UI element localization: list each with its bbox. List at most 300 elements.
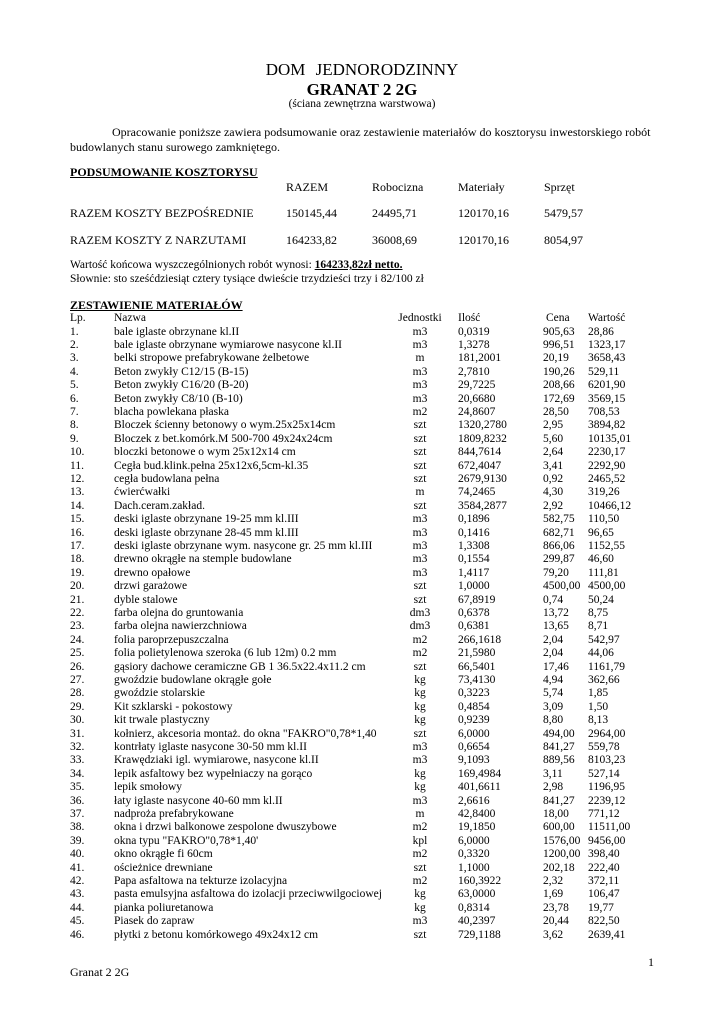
row-name: kontrłaty iglaste nasycone 30-50 mm kl.II <box>114 740 307 753</box>
row-lp: 5. <box>70 379 79 392</box>
table-row <box>0 460 724 473</box>
document-subtitle: (ściana zewnętrzna warstwowa) <box>288 98 436 110</box>
row-qty: 1320,2780 <box>458 419 507 432</box>
row-value: 771,12 <box>588 807 620 820</box>
row-lp: 27. <box>70 673 85 686</box>
row-price: 3,11 <box>543 767 563 780</box>
row-value: 3658,43 <box>588 352 626 365</box>
summary-col-sprzet: Sprzęt <box>544 180 575 194</box>
row-name: gwoździe budowlane okrągłe gołe <box>114 673 272 686</box>
row-value: 96,65 <box>588 526 614 539</box>
row-name: ćwierćwałki <box>114 486 171 499</box>
row-name: Cegła bud.klink.pełna 25x12x6,5cm-kl.35 <box>114 459 309 472</box>
row-value: 8103,23 <box>588 754 626 767</box>
row-unit: kg <box>414 714 426 727</box>
row-qty: 1809,8232 <box>458 432 507 445</box>
row-price: 8,80 <box>543 714 564 727</box>
row-price: 682,71 <box>543 526 575 539</box>
materials-heading: ZESTAWIENIE MATERIAŁÓW <box>70 298 243 312</box>
table-row <box>0 808 724 821</box>
row-unit: m3 <box>412 740 428 753</box>
row-unit: kg <box>414 673 426 686</box>
row-name: drewno opałowe <box>114 566 191 579</box>
row-value: 2964,00 <box>588 727 626 740</box>
row-name: pasta emulsyjna asfaltowa do izolacji przeciwwilgociowej <box>114 888 382 901</box>
table-row <box>0 527 724 540</box>
summary-col-materialy: Materiały <box>458 180 505 194</box>
row-qty: 401,6611 <box>458 781 501 794</box>
row-qty: 1,1000 <box>458 861 490 874</box>
row-lp: 2. <box>70 338 79 351</box>
table-row <box>0 768 724 781</box>
table-row <box>0 486 724 499</box>
row-lp: 32. <box>70 740 85 753</box>
row-value: 542,97 <box>588 633 620 646</box>
row-lp: 9. <box>70 432 79 445</box>
table-row <box>0 620 724 633</box>
table-row <box>0 875 724 888</box>
row-price: 190,26 <box>543 365 575 378</box>
final-value-line: Wartość końcowa wyszczególnionych robót wynosi: 164233,82zł netto. <box>70 259 403 271</box>
row-value: 2230,17 <box>588 446 626 459</box>
table-row <box>0 835 724 848</box>
row-qty: 0,8314 <box>458 901 490 914</box>
row-lp: 15. <box>70 513 85 526</box>
row-qty: 67,8919 <box>458 593 496 606</box>
row-unit: m3 <box>412 915 428 928</box>
row-price: 23,78 <box>543 901 569 914</box>
row-lp: 30. <box>70 714 85 727</box>
row-qty: 169,4984 <box>458 767 502 780</box>
row-lp: 7. <box>70 405 79 418</box>
row-qty: 74,2465 <box>458 486 496 499</box>
row-price: 2,98 <box>543 781 564 794</box>
row-qty: 6,0000 <box>458 727 490 740</box>
row-unit: szt <box>413 580 427 593</box>
row-qty: 2,6616 <box>458 794 490 807</box>
row-name: folia paroprzepuszczalna <box>114 633 229 646</box>
row-price: 3,62 <box>543 928 564 941</box>
row-price: 2,04 <box>543 633 564 646</box>
table-row <box>0 500 724 513</box>
row-lp: 6. <box>70 392 79 405</box>
summary-row-materialy: 120170,16 <box>458 233 509 247</box>
table-row <box>0 795 724 808</box>
row-price: 600,00 <box>543 821 575 834</box>
row-price: 0,74 <box>543 593 564 606</box>
row-qty: 160,3922 <box>458 874 502 887</box>
row-qty: 19,1850 <box>458 821 496 834</box>
row-value: 10466,12 <box>588 499 632 512</box>
row-price: 4,94 <box>543 673 564 686</box>
table-row <box>0 352 724 365</box>
row-qty: 42,8400 <box>458 807 496 820</box>
table-row <box>0 902 724 915</box>
row-qty: 73,4130 <box>458 673 496 686</box>
summary-row-robocizna: 24495,71 <box>372 206 417 220</box>
row-price: 299,87 <box>543 553 575 566</box>
row-qty: 0,9239 <box>458 714 490 727</box>
row-value: 19,77 <box>588 901 614 914</box>
row-unit: kg <box>414 781 426 794</box>
row-lp: 35. <box>70 781 85 794</box>
row-unit: m3 <box>412 794 428 807</box>
row-lp: 11. <box>70 459 84 472</box>
table-row <box>0 888 724 901</box>
row-qty: 266,1618 <box>458 633 502 646</box>
table-row <box>0 661 724 674</box>
row-price: 582,75 <box>543 513 575 526</box>
row-name: drewno okrągłe na stemple budowlane <box>114 553 292 566</box>
row-value: 398,40 <box>588 848 620 861</box>
row-qty: 0,3223 <box>458 687 490 700</box>
row-value: 3569,15 <box>588 392 626 405</box>
row-name: farba olejna nawierzchniowa <box>114 620 247 633</box>
row-price: 20,19 <box>543 352 569 365</box>
row-lp: 42. <box>70 874 85 887</box>
row-price: 0,92 <box>543 472 564 485</box>
row-value: 1161,79 <box>588 660 625 673</box>
row-unit: m <box>415 807 425 820</box>
summary-row-razem: 164233,82 <box>286 233 337 247</box>
row-qty: 21,5980 <box>458 647 496 660</box>
table-row <box>0 567 724 580</box>
row-name: bale iglaste obrzynane wymiarowe nasycone kl.II <box>114 338 342 351</box>
row-value: 559,78 <box>588 740 620 753</box>
row-name: łaty iglaste nasycone 40-60 mm kl.II <box>114 794 283 807</box>
table-row <box>0 848 724 861</box>
row-name: Krawędziaki igl. wymiarowe, nasycone kl.II <box>114 754 319 767</box>
row-qty: 729,1188 <box>458 928 501 941</box>
row-price: 79,20 <box>543 566 569 579</box>
row-unit: szt <box>413 928 427 941</box>
row-unit: m2 <box>412 874 428 887</box>
row-value: 8,13 <box>588 714 609 727</box>
table-row <box>0 540 724 553</box>
row-unit: szt <box>413 432 427 445</box>
row-name: Papa asfaltowa na tekturze izolacyjna <box>114 874 288 887</box>
row-value: 110,50 <box>588 513 620 526</box>
row-unit: m2 <box>412 405 428 418</box>
row-name: lepik smołowy <box>114 781 183 794</box>
row-price: 3,09 <box>543 700 564 713</box>
row-unit: m3 <box>412 365 428 378</box>
row-price: 841,27 <box>543 794 575 807</box>
row-unit: m3 <box>412 539 428 552</box>
table-row <box>0 366 724 379</box>
row-name: okna typu "FAKRO"0,78*1,40' <box>114 834 259 847</box>
row-price: 996,51 <box>543 338 575 351</box>
row-name: deski iglaste obrzynane wym. nasycone gr. 25 mm kl.III <box>114 539 373 552</box>
row-name: Dach.ceram.zakład. <box>114 499 205 512</box>
row-name: ościeżnice drewniane <box>114 861 213 874</box>
row-lp: 33. <box>70 754 85 767</box>
row-lp: 40. <box>70 848 85 861</box>
row-lp: 34. <box>70 767 85 780</box>
summary-row-materialy: 120170,16 <box>458 206 509 220</box>
table-row <box>0 701 724 714</box>
footer-label: Granat 2 2G <box>70 965 130 979</box>
row-value: 3894,82 <box>588 419 626 432</box>
row-lp: 29. <box>70 700 85 713</box>
row-lp: 14. <box>70 499 85 512</box>
row-qty: 3584,2877 <box>458 499 507 512</box>
row-lp: 1. <box>70 325 79 338</box>
table-row <box>0 821 724 834</box>
row-unit: szt <box>413 459 427 472</box>
row-qty: 0,3320 <box>458 848 490 861</box>
row-name: lepik asfaltowy bez wypełniaczy na gorąco <box>114 767 313 780</box>
table-row <box>0 915 724 928</box>
row-unit: kg <box>414 687 426 700</box>
row-value: 4500,00 <box>588 580 626 593</box>
row-price: 17,46 <box>543 660 569 673</box>
row-name: Bloczek z bet.komórk.M 500-700 49x24x24cm <box>114 432 333 445</box>
row-value: 8,71 <box>588 620 609 633</box>
row-qty: 0,1416 <box>458 526 490 539</box>
row-value: 708,53 <box>588 405 620 418</box>
row-value: 1196,95 <box>588 781 625 794</box>
row-value: 28,86 <box>588 325 614 338</box>
row-qty: 1,3308 <box>458 539 490 552</box>
row-lp: 45. <box>70 915 85 928</box>
row-qty: 66,5401 <box>458 660 496 673</box>
row-unit: szt <box>413 861 427 874</box>
row-unit: m <box>415 486 425 499</box>
row-unit: m2 <box>412 647 428 660</box>
row-value: 9456,00 <box>588 834 626 847</box>
row-value: 822,50 <box>588 915 620 928</box>
row-name: bloczki betonowe o wym 25x12x14 cm <box>114 446 296 459</box>
row-value: 50,24 <box>588 593 614 606</box>
row-lp: 4. <box>70 365 79 378</box>
row-value: 44,06 <box>588 647 614 660</box>
row-name: folia polietylenowa szeroka (6 lub 12m) 0.2 mm <box>114 647 337 660</box>
row-value: 527,14 <box>588 767 620 780</box>
row-unit: m2 <box>412 633 428 646</box>
final-value: 164233,82zł netto. <box>314 259 403 271</box>
row-value: 1,85 <box>588 687 609 700</box>
row-lp: 43. <box>70 888 85 901</box>
row-qty: 1,4117 <box>458 566 490 579</box>
row-lp: 28. <box>70 687 85 700</box>
row-price: 202,18 <box>543 861 575 874</box>
row-lp: 25. <box>70 647 85 660</box>
row-value: 2639,41 <box>588 928 626 941</box>
row-price: 2,32 <box>543 874 564 887</box>
row-price: 1200,00 <box>543 848 581 861</box>
row-price: 20,44 <box>543 915 569 928</box>
row-value: 46,60 <box>588 553 614 566</box>
row-lp: 22. <box>70 606 85 619</box>
row-name: nadproża prefabrykowane <box>114 807 234 820</box>
row-name: pianka poliuretanowa <box>114 901 214 914</box>
row-price: 889,56 <box>543 754 575 767</box>
summary-row-robocizna: 36008,69 <box>372 233 417 247</box>
table-row <box>0 419 724 432</box>
row-lp: 17. <box>70 539 85 552</box>
row-lp: 16. <box>70 526 85 539</box>
summary-col-razem: RAZEM <box>286 180 328 194</box>
table-row <box>0 714 724 727</box>
row-qty: 63,0000 <box>458 888 496 901</box>
row-price: 13,65 <box>543 620 569 633</box>
summary-row-razem: 150145,44 <box>286 206 337 220</box>
row-name: Bloczek ścienny betonowy o wym.25x25x14cm <box>114 419 336 432</box>
row-value: 1323,17 <box>588 338 626 351</box>
row-qty: 0,6378 <box>458 606 490 619</box>
row-lp: 13. <box>70 486 85 499</box>
row-price: 905,63 <box>543 325 575 338</box>
row-qty: 6,0000 <box>458 834 490 847</box>
document-title: DOM JEDNORODZINNY <box>265 60 459 79</box>
row-name: drzwi garażowe <box>114 580 188 593</box>
col-header-value: Wartość <box>588 312 626 324</box>
row-unit: szt <box>413 727 427 740</box>
table-row <box>0 594 724 607</box>
table-row <box>0 674 724 687</box>
row-value: 372,11 <box>588 874 620 887</box>
row-name: dyble stalowe <box>114 593 178 606</box>
row-name: kołnierz, akcesoria montaż. do okna "FAKRO"0,78*1,40 <box>114 727 377 740</box>
row-name: okno okrągłe fi 60cm <box>114 848 213 861</box>
row-price: 2,92 <box>543 499 564 512</box>
table-row <box>0 862 724 875</box>
summary-row-label: RAZEM KOSZTY Z NARZUTAMI <box>70 233 247 247</box>
row-name: belki stropowe prefabrykowane żelbetowe <box>114 352 310 365</box>
row-unit: szt <box>413 660 427 673</box>
row-qty: 9,1093 <box>458 754 490 767</box>
row-value: 529,11 <box>588 365 620 378</box>
intro-paragraph: Opracowanie poniższe zawiera podsumowanie oraz zestawienie materiałów do kosztorysu inwestorskiego robót budowlanych stanu surowego zamkniętego. <box>70 125 651 154</box>
table-row <box>0 473 724 486</box>
row-name: Kit szklarski - pokostowy <box>114 700 233 713</box>
row-unit: kg <box>414 767 426 780</box>
row-value: 2292,90 <box>588 459 626 472</box>
row-unit: m3 <box>412 392 428 405</box>
row-unit: m3 <box>412 526 428 539</box>
row-unit: m3 <box>412 754 428 767</box>
row-qty: 20,6680 <box>458 392 496 405</box>
row-unit: kg <box>414 700 426 713</box>
row-lp: 3. <box>70 352 79 365</box>
row-value: 2465,52 <box>588 472 626 485</box>
row-unit: szt <box>413 593 427 606</box>
summary-col-robocizna: Robocizna <box>372 180 424 194</box>
row-value: 111,81 <box>588 566 619 579</box>
col-header-name: Nazwa <box>114 312 146 324</box>
row-qty: 0,1554 <box>458 553 490 566</box>
row-lp: 23. <box>70 620 85 633</box>
row-price: 28,50 <box>543 405 569 418</box>
row-lp: 39. <box>70 834 85 847</box>
table-row <box>0 929 724 942</box>
summary-row-sprzet: 5479,57 <box>544 206 583 220</box>
row-name: Beton zwykły C12/15 (B-15) <box>114 365 249 378</box>
row-lp: 44. <box>70 901 85 914</box>
row-name: Piasek do zapraw <box>114 915 195 928</box>
table-row <box>0 728 724 741</box>
table-row <box>0 339 724 352</box>
document-project-name: GRANAT 2 2G <box>306 80 418 99</box>
row-name: Beton zwykły C16/20 (B-20) <box>114 379 249 392</box>
row-unit: dm3 <box>409 620 431 633</box>
row-unit: m3 <box>412 513 428 526</box>
row-unit: kg <box>414 901 426 914</box>
row-unit: m3 <box>412 553 428 566</box>
row-lp: 12. <box>70 472 85 485</box>
row-value: 8,75 <box>588 606 609 619</box>
row-qty: 0,6654 <box>458 740 490 753</box>
row-value: 319,26 <box>588 486 620 499</box>
row-price: 4,30 <box>543 486 564 499</box>
row-unit: szt <box>413 419 427 432</box>
row-name: kit trwale plastyczny <box>114 714 210 727</box>
row-unit: m3 <box>412 325 428 338</box>
col-header-unit: Jednostki <box>398 312 442 324</box>
row-price: 18,00 <box>543 807 569 820</box>
table-row <box>0 553 724 566</box>
row-lp: 41. <box>70 861 85 874</box>
row-qty: 0,4854 <box>458 700 490 713</box>
table-row <box>0 634 724 647</box>
row-lp: 21. <box>70 593 85 606</box>
row-lp: 19. <box>70 566 85 579</box>
row-value: 1,50 <box>588 700 609 713</box>
row-lp: 26. <box>70 660 85 673</box>
row-lp: 18. <box>70 553 85 566</box>
row-name: bale iglaste obrzynane kl.II <box>114 325 240 338</box>
row-name: gąsiory dachowe ceramiczne GB 1 36.5x22.4x11.2 cm <box>114 660 366 673</box>
table-row <box>0 754 724 767</box>
row-price: 866,06 <box>543 539 575 552</box>
table-row <box>0 580 724 593</box>
row-unit: m2 <box>412 848 428 861</box>
table-row <box>0 781 724 794</box>
row-unit: szt <box>413 499 427 512</box>
row-price: 2,95 <box>543 419 564 432</box>
row-value: 106,47 <box>588 888 620 901</box>
row-unit: m3 <box>412 566 428 579</box>
row-lp: 31. <box>70 727 85 740</box>
row-name: deski iglaste obrzynane 19-25 mm kl.III <box>114 513 299 526</box>
row-price: 5,74 <box>543 687 564 700</box>
row-qty: 1,3278 <box>458 338 490 351</box>
table-row <box>0 687 724 700</box>
row-value: 11511,00 <box>588 821 631 834</box>
page-number: 1 <box>648 955 654 969</box>
row-price: 1576,00 <box>543 834 581 847</box>
row-lp: 38. <box>70 821 85 834</box>
row-value: 6201,90 <box>588 379 626 392</box>
row-value: 222,40 <box>588 861 620 874</box>
row-price: 841,27 <box>543 740 575 753</box>
row-unit: dm3 <box>409 606 431 619</box>
row-unit: szt <box>413 472 427 485</box>
row-qty: 2,7810 <box>458 365 490 378</box>
summary-heading: PODSUMOWANIE KOSZTORYSU <box>70 165 258 179</box>
table-row <box>0 647 724 660</box>
row-lp: 10. <box>70 446 85 459</box>
row-unit: szt <box>413 446 427 459</box>
row-price: 208,66 <box>543 379 575 392</box>
row-qty: 0,1896 <box>458 513 490 526</box>
row-qty: 181,2001 <box>458 352 502 365</box>
final-value-words: Słownie: sto sześćdziesiąt cztery tysiące dwieście trzydzieści trzy i 82/100 zł <box>70 273 424 285</box>
row-value: 1152,55 <box>588 539 625 552</box>
table-row <box>0 393 724 406</box>
materials-header-row <box>0 312 724 325</box>
